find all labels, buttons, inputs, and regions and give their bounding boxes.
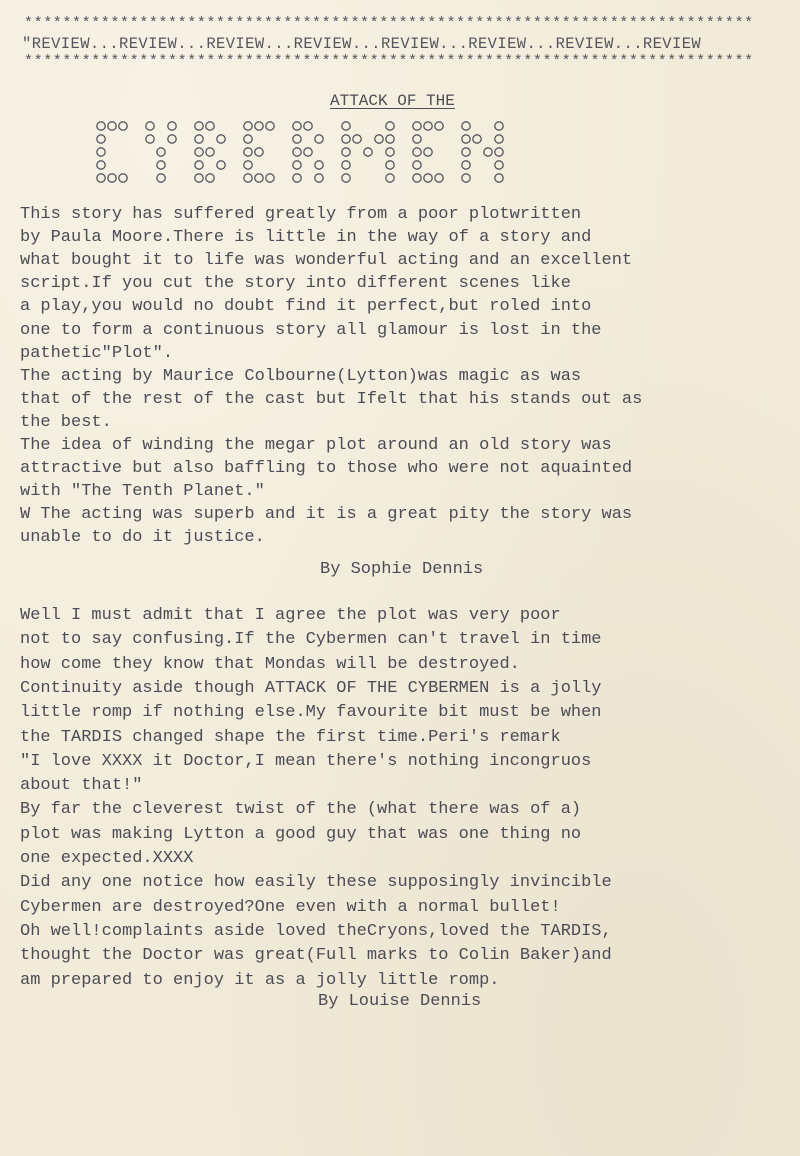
title-dot — [315, 135, 323, 143]
title-dot — [97, 174, 105, 182]
title-dot — [495, 122, 503, 130]
title-dot — [97, 122, 105, 130]
title-dot — [413, 122, 421, 130]
text-line: how come they know that Mondas will be destroyed. — [20, 654, 520, 674]
title-dot — [375, 135, 383, 143]
title-dot — [195, 174, 203, 182]
text-line: attractive but also baffling to those who were not aquainted — [20, 459, 633, 479]
title-dot — [244, 135, 252, 143]
title-dot — [108, 174, 116, 182]
title-dot — [342, 148, 350, 156]
title-dot — [108, 122, 116, 130]
text-line: script.If you cut the story into different scenes like — [20, 274, 571, 294]
title-dot — [157, 161, 165, 169]
title-dot — [386, 174, 394, 182]
title-dot — [266, 122, 274, 130]
title-dot — [315, 174, 323, 182]
title-dot — [353, 135, 361, 143]
title-dot — [97, 161, 105, 169]
text-line: Continuity aside though ATTACK OF THE CYBERMEN is a jolly — [20, 678, 602, 698]
title-dot — [413, 148, 421, 156]
title-dot — [413, 174, 421, 182]
title-dot — [146, 122, 154, 130]
title-dot — [495, 161, 503, 169]
title-dot — [195, 122, 203, 130]
title-dot — [342, 174, 350, 182]
title-dot — [217, 135, 225, 143]
text-line: Did any one notice how easily these supposingly invincible — [20, 873, 612, 893]
title-dot — [462, 122, 470, 130]
text-line: the best. — [20, 412, 112, 432]
title-dot — [435, 122, 443, 130]
title-dot — [473, 135, 481, 143]
title-dot — [462, 148, 470, 156]
title-dot — [342, 135, 350, 143]
title-dot — [315, 161, 323, 169]
title-dot — [462, 161, 470, 169]
title-dot — [168, 135, 176, 143]
text-line: one expected.XXXX — [20, 849, 194, 868]
text-line: what bought it to life was wonderful acting and an excellent — [20, 251, 633, 271]
title-dot — [244, 161, 252, 169]
title-dot — [386, 148, 394, 156]
title-dot — [424, 174, 432, 182]
title-dot — [413, 135, 421, 143]
text-line: one to form a continuous story all glamour is lost in the — [20, 320, 602, 340]
title-dot — [255, 174, 263, 182]
title-dot — [119, 174, 127, 182]
title-dot — [244, 174, 252, 182]
text-line: "I love XXXX it Doctor,I mean there's nothing incongruos — [20, 751, 592, 771]
text-line: W The acting was superb and it is a great pity the story was — [20, 505, 633, 525]
title-dot — [462, 174, 470, 182]
title-dot — [217, 161, 225, 169]
title-dot — [495, 148, 503, 156]
text-line: that of the rest of the cast but Ifelt that his stands out as — [20, 389, 643, 409]
title-dot — [424, 148, 432, 156]
text-line: about that!" — [20, 776, 143, 796]
title-dot — [293, 174, 301, 182]
title-dot — [195, 135, 203, 143]
title-dot — [386, 135, 394, 143]
title-dot — [342, 161, 350, 169]
text-line: The idea of winding the megar plot around an old story was — [20, 436, 612, 455]
title-dot — [424, 122, 432, 130]
title-dot — [266, 174, 274, 182]
text-line: the TARDIS changed shape the first time.Peri's remark — [20, 727, 561, 747]
title-dot — [244, 148, 252, 156]
text-line: Oh well!complaints aside loved theCryons,loved the TARDIS, — [20, 921, 612, 941]
title-dot — [97, 135, 105, 143]
title-dot — [495, 135, 503, 143]
asterisk-border-bottom: **************************************************************************** — [24, 54, 754, 70]
title-dot — [157, 174, 165, 182]
asterisk-border-top: **************************************************************************** — [24, 16, 754, 32]
title-dot — [364, 148, 372, 156]
text-line: thought the Doctor was great(Full marks to Colin Baker)and — [20, 946, 612, 966]
title-dot — [168, 122, 176, 130]
title-dot — [342, 122, 350, 130]
text-line: a play,you would no doubt find it perfect,but roled into — [20, 297, 592, 317]
text-line: This story has suffered greatly from a poor plotwritten — [20, 205, 582, 224]
title-dot — [195, 161, 203, 169]
title-dot — [244, 122, 252, 130]
text-line: by Paula Moore.There is little in the way of a story and — [20, 228, 592, 248]
title-dot — [206, 174, 214, 182]
title-dot — [304, 122, 312, 130]
title-dot — [255, 122, 263, 130]
cybermen-dot-letters — [92, 118, 572, 188]
title-dot — [495, 174, 503, 182]
title-dot — [97, 148, 105, 156]
title-dot — [293, 135, 301, 143]
byline-sophie-dennis: By Sophie Dennis — [320, 560, 484, 579]
text-line: am prepared to enjoy it as a jolly little romp. — [20, 970, 500, 990]
title-dot — [304, 148, 312, 156]
title-dot — [484, 148, 492, 156]
text-line: little romp if nothing else.My favourite bit must be when — [20, 703, 602, 723]
text-line: unable to do it justice. — [20, 528, 265, 548]
text-line: Well I must admit that I agree the plot was very poor — [20, 606, 561, 625]
title-dot — [386, 122, 394, 130]
title-dot — [206, 122, 214, 130]
title-dot — [195, 148, 203, 156]
title-dot — [293, 161, 301, 169]
review-banner: "REVIEW...REVIEW...REVIEW...REVIEW...REVIEW...REVIEW...REVIEW...REVIEW — [22, 35, 702, 53]
text-line: not to say confusing.If the Cybermen can't travel in time — [20, 630, 602, 650]
title-dot — [157, 148, 165, 156]
title-dot — [435, 174, 443, 182]
text-line: By far the cleverest twist of the (what there was of a) — [20, 800, 582, 820]
title-dot — [386, 161, 394, 169]
byline-louise-dennis: By Louise Dennis — [318, 992, 482, 1011]
text-line: with "The Tenth Planet." — [20, 482, 265, 502]
title-dot — [462, 135, 470, 143]
text-line: Cybermen are destroyed?One even with a normal bullet! — [20, 897, 561, 917]
title-dot — [146, 135, 154, 143]
title-dot — [206, 148, 214, 156]
text-line: The acting by Maurice Colbourne(Lytton)was magic as was — [20, 366, 582, 386]
title-dot — [255, 148, 263, 156]
text-line: pathetic"Plot". — [20, 343, 174, 363]
title-dot — [119, 122, 127, 130]
title-dot — [293, 122, 301, 130]
text-line: plot was making Lytton a good guy that was one thing no — [20, 824, 582, 844]
title-attack-of-the: ATTACK OF THE — [330, 92, 455, 110]
title-dot — [413, 161, 421, 169]
title-dot — [293, 148, 301, 156]
title-cybermen-dot-lettering — [92, 118, 572, 188]
